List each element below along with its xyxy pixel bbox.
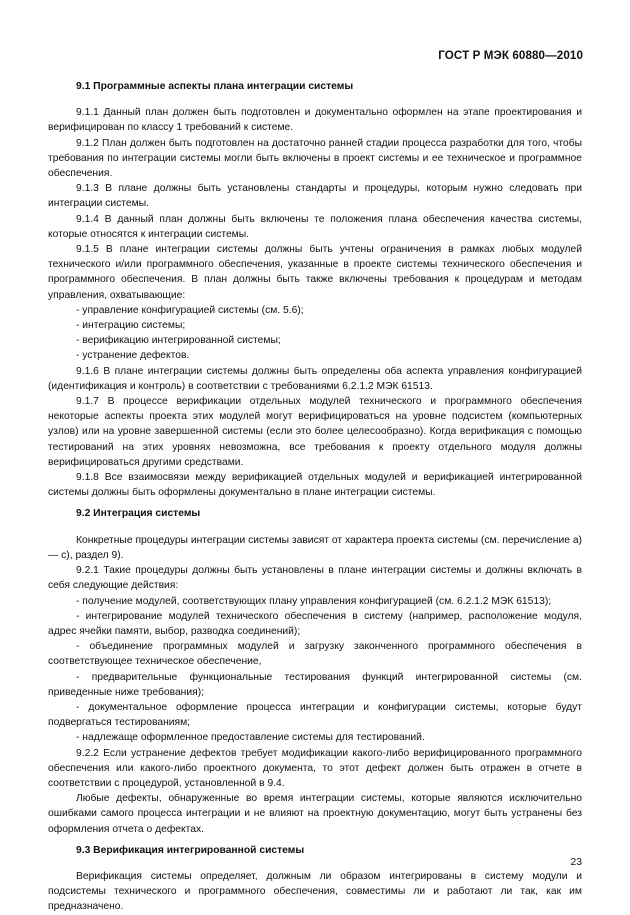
list-item: - надлежаще оформленное предоставление системы для тестирований. [76, 732, 425, 744]
list-item: - управление конфигурацией системы (см. 5.6); [76, 304, 304, 316]
paragraph-9-1-4: 9.1.4 В данный план должны быть включены те положения плана обеспечения качества системы, которые относятся к интеграции системы. [48, 213, 582, 240]
paragraph-9-1-2: 9.1.2 План должен быть подготовлен на достаточно ранней стадии процесса разработки для того, чтобы требования по интеграции системы могли быть включены в проект системы и ее техническое и программное обеспечения. [48, 137, 582, 180]
paragraph-9-1-6: 9.1.6 В плане интеграции системы должны быть определены оба аспекта управления конфигурацией (идентификация и контроль) в соответствии с требованиями 6.2.1.2 МЭК 61513. [48, 365, 582, 392]
page-number: 23 [570, 857, 582, 868]
list-item: - документальное оформление процесса интеграции и конфигурации системы, которые будут подвергаться тестированиям; [48, 701, 582, 729]
paragraph-9-1-8: 9.1.8 Все взаимосвязи между верификацией отдельных модулей и верификацией интегрированной системы должны быть оформлены документально в плане интеграции системы. [48, 472, 582, 499]
section-heading-9-1: 9.1 Программные аспекты плана интеграции системы [76, 81, 354, 92]
list-item: - предварительные функциональные тестирования функций интегрированной системы (см. приведенные ниже требования); [48, 671, 582, 698]
list-item: - верификацию интегрированной системы; [76, 335, 281, 347]
paragraph-9-1-1: 9.1.1 Данный план должен быть подготовлен и документально оформлен на этапе проектирования и верифицирован по классу 1 требований к системе. [48, 107, 582, 134]
paragraph-9-3-intro: Верификация системы определяет, должным ли образом интегрированы в систему модули и подсистемы технического и программного обеспечения, совместимы ли и работают ли так, как им предназначено. [48, 870, 582, 913]
list-item: - интегрирование модулей технического обеспечения в систему (например, расположение модуля, адрес ячейки памяти, выбор, разводка соединений); [48, 610, 582, 637]
paragraph-9-2-1: 9.2.1 Такие процедуры должны быть установлены в плане интеграции системы и должны включать в себя следующие действия: [48, 565, 582, 592]
list-item: - устранение дефектов. [76, 350, 190, 362]
paragraph-9-2-defects: Любые дефекты, обнаруженные во время интеграции системы, которые являются исключительно ошибками самого процесса интеграции и не влияют на проектную документацию, могут быть устранены без оформления отчета о дефектах. [48, 793, 582, 835]
paragraph-9-2-intro: Конкретные процедуры интеграции системы зависят от характера проекта системы (см. перечисление а) — с), раздел 9). [48, 534, 582, 561]
list-item: - получение модулей, соответствующих плану управления конфигурацией (см. 6.2.1.2 МЭК 61513); [76, 595, 552, 607]
paragraph-9-1-3: 9.1.3 В плане должны быть установлены стандарты и процедуры, которым нужно следовать при интеграции системы. [48, 183, 582, 210]
paragraph-9-1-5: 9.1.5 В плане интеграции системы должны быть учтены ограничения в рамках любых модулей технического и/или программного обеспечения, указанные в проекте системы технического обеспечения и программного обеспечения. В план должны быть также включены требования к процедурам и методам управления, охватывающие: [48, 244, 582, 301]
section-heading-9-3: 9.3 Верификация интегрированной системы [76, 844, 305, 856]
paragraph-9-1-7: 9.1.7 В процессе верификации отдельных модулей технического и программного обеспечения некоторые аспекты проекта этих модулей могут верифицироваться на уровне подсистем (компьютерных узлов) или на уровне завершенной системы (если это более целесообразно). Когда верификация с помощью тестирований на этих уровнях невозможна, все требования к проекту отдельного модуля должны верифицироваться другими средствами. [48, 396, 582, 468]
standard-header: ГОСТ Р МЭК 60880—2010 [438, 49, 583, 62]
list-item: - объединение программных модулей и загрузку законченного программного обеспечения в соответствующее техническое обеспечение, [48, 641, 582, 668]
section-heading-9-2: 9.2 Интеграция системы [76, 508, 201, 520]
paragraph-9-2-2: 9.2.2 Если устранение дефектов требует модификации какого-либо верифицированного программного обеспечения или какого-либо проектного документа, то этот дефект должен быть отражен в отчете в соответствии с процедурой, установленной в 9.4. [48, 747, 582, 789]
document-body [48, 78, 582, 915]
list-item: - интеграцию системы; [76, 320, 186, 332]
